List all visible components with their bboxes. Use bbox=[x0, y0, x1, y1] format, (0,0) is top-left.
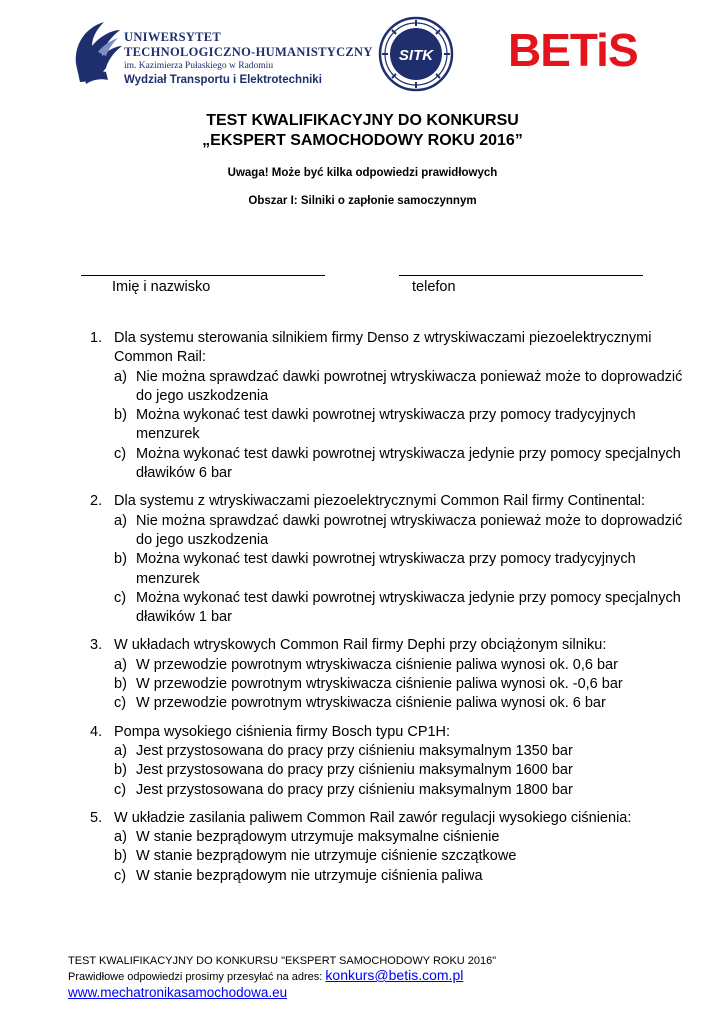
question-row bbox=[90, 636, 690, 655]
answer-letter: a) bbox=[114, 829, 127, 846]
question-number: 4. bbox=[90, 723, 103, 740]
phone-field-label: telefon bbox=[412, 279, 456, 295]
question-text: Pompa wysokiego ciśnienia firmy Bosch typu CP1H: bbox=[114, 723, 451, 740]
question-row bbox=[90, 809, 690, 828]
question-row bbox=[90, 329, 690, 368]
answer-letter: c) bbox=[114, 781, 127, 798]
university-name-line2: TECHNOLOGICZNO-HUMANISTYCZNY bbox=[124, 45, 373, 59]
answer-text: Jest przystosowana do pracy przy ciśnieniu maksymalnym 1600 bar bbox=[136, 762, 573, 779]
answer-text: Jest przystosowana do pracy przy ciśnieniu maksymalnym 1800 bar bbox=[136, 781, 573, 798]
answer-text: Można wykonać test dawki powrotnej wtryskiwacza przy pomocy tradycyjnych menzurek bbox=[136, 407, 636, 443]
footer bbox=[68, 954, 496, 1002]
answer-option[interactable] bbox=[90, 445, 690, 484]
question-row bbox=[90, 492, 690, 511]
answer-option[interactable] bbox=[90, 656, 690, 675]
answer-text: Nie można sprawdzać dawki powrotnej wtryskiwacza ponieważ może to doprowadzić do jego uszkodzenia bbox=[136, 512, 683, 548]
answer-text: Jest przystosowana do pracy przy ciśnieniu maksymalnym 1350 bar bbox=[136, 742, 573, 759]
answer-text: W przewodzie powrotnym wtryskiwacza ciśnienie paliwa wynosi ok. 0,6 bar bbox=[136, 656, 618, 673]
question-row bbox=[90, 723, 690, 742]
answer-letter: b) bbox=[114, 676, 127, 693]
answer-text: Można wykonać test dawki powrotnej wtryskiwacza przy pomocy tradycyjnych menzurek bbox=[136, 551, 636, 587]
area-heading: Obszar I: Silniki o zapłonie samoczynnym bbox=[248, 195, 477, 207]
question bbox=[90, 636, 690, 713]
answer-letter: a) bbox=[114, 368, 127, 385]
faculty-name: Wydział Transportu i Elektrotechniki bbox=[124, 74, 322, 86]
answer-option[interactable] bbox=[90, 512, 690, 551]
test-title-line2: „EKSPERT SAMOCHODOWY ROKU 2016” bbox=[202, 132, 523, 149]
question bbox=[90, 723, 690, 800]
answer-text: W przewodzie powrotnym wtryskiwacza ciśnienie paliwa wynosi ok. -0,6 bar bbox=[136, 676, 623, 693]
answer-option[interactable] bbox=[90, 406, 690, 445]
answer-letter: b) bbox=[114, 551, 127, 568]
answer-option[interactable] bbox=[90, 828, 690, 847]
answer-text: Można wykonać test dawki powrotnej wtryskiwacza jedynie przy pomocy specjalnych dławików 6 bar bbox=[136, 445, 681, 482]
answer-letter: a) bbox=[114, 512, 127, 529]
answer-letter: a) bbox=[114, 656, 127, 673]
answer-option[interactable] bbox=[90, 675, 690, 694]
university-name-line1: UNIWERSYTET bbox=[124, 30, 222, 44]
contact-email-link[interactable]: konkurs@betis.com.pl bbox=[325, 967, 464, 983]
question-text: W układach wtryskowych Common Rail firmy Dephi przy obciążonym silniku: bbox=[114, 637, 607, 654]
answer-option[interactable] bbox=[90, 761, 690, 780]
answer-letter: c) bbox=[114, 867, 127, 884]
footer-contact-prefix: Prawidłowe odpowiedzi prosimy przesyłać na adres: bbox=[68, 971, 326, 983]
question-list bbox=[90, 329, 690, 895]
footer-test-title: TEST KWALIFIKACYJNY DO KONKURSU "EKSPERT SAMOCHODOWY ROKU 2016" bbox=[68, 955, 497, 967]
answer-option[interactable] bbox=[90, 867, 690, 886]
answer-text: Nie można sprawdzać dawki powrotnej wtryskiwacza ponieważ może to doprowadzić do jego uszkodzenia bbox=[136, 368, 683, 404]
answer-text: W stanie bezprądowym nie utrzymuje ciśnienie szczątkowe bbox=[136, 848, 517, 865]
website-link[interactable]: www.mechatronikasamochodowa.eu bbox=[68, 985, 288, 1000]
answer-letter: c) bbox=[114, 589, 127, 606]
answer-option[interactable] bbox=[90, 368, 690, 407]
answer-letter: b) bbox=[114, 762, 127, 779]
question-text: W układzie zasilania paliwem Common Rail zawór regulacji wysokiego ciśnienia: bbox=[114, 809, 632, 826]
sitk-logo bbox=[378, 16, 454, 92]
answer-letter: c) bbox=[114, 695, 127, 712]
betis-logo: BETiS bbox=[508, 24, 638, 76]
answer-option[interactable] bbox=[90, 589, 690, 628]
name-field-line[interactable] bbox=[81, 275, 325, 276]
university-name-block bbox=[124, 30, 373, 88]
question-text: Dla systemu z wtryskiwaczami piezoelektrycznymi Common Rail firmy Continental: bbox=[114, 493, 645, 510]
answer-letter: b) bbox=[114, 407, 127, 424]
question-text: Dla systemu sterowania silnikiem firmy Denso z wtryskiwaczami piezoelektrycznymi Common Rail: bbox=[114, 330, 652, 366]
question-number: 1. bbox=[90, 330, 103, 346]
phone-field-line[interactable] bbox=[399, 275, 643, 276]
svg-text:SITK: SITK bbox=[398, 47, 434, 64]
answer-option[interactable] bbox=[90, 781, 690, 800]
question bbox=[90, 329, 690, 483]
answer-option[interactable] bbox=[90, 742, 690, 761]
question-number: 3. bbox=[90, 637, 103, 654]
university-patron: im. Kazimierza Pułaskiego w Radomiu bbox=[124, 61, 274, 71]
answer-letter: c) bbox=[114, 445, 127, 462]
test-title-line1: TEST KWALIFIKACYJNY DO KONKURSU bbox=[206, 112, 519, 129]
name-field-label: Imię i nazwisko bbox=[112, 279, 211, 295]
note-multiple-answers: Uwaga! Może być kilka odpowiedzi prawidłowych bbox=[227, 167, 498, 179]
footer-contact-line bbox=[68, 968, 496, 984]
answer-option[interactable] bbox=[90, 847, 690, 866]
answer-text: W stanie bezprądowym utrzymuje maksymalne ciśnienie bbox=[136, 829, 500, 846]
answer-letter: a) bbox=[114, 742, 127, 759]
answer-text: Można wykonać test dawki powrotnej wtryskiwacza jedynie przy pomocy specjalnych dławików 1 bar bbox=[136, 589, 681, 626]
answer-text: W przewodzie powrotnym wtryskiwacza ciśnienie paliwa wynosi ok. 6 bar bbox=[136, 695, 606, 712]
answer-letter: b) bbox=[114, 848, 127, 865]
question bbox=[90, 492, 690, 627]
answer-option[interactable] bbox=[90, 550, 690, 589]
answer-text: W stanie bezprądowym nie utrzymuje ciśnienia paliwa bbox=[136, 867, 483, 884]
question bbox=[90, 809, 690, 886]
question-number: 5. bbox=[90, 809, 103, 826]
answer-option[interactable] bbox=[90, 694, 690, 713]
question-number: 2. bbox=[90, 493, 103, 510]
